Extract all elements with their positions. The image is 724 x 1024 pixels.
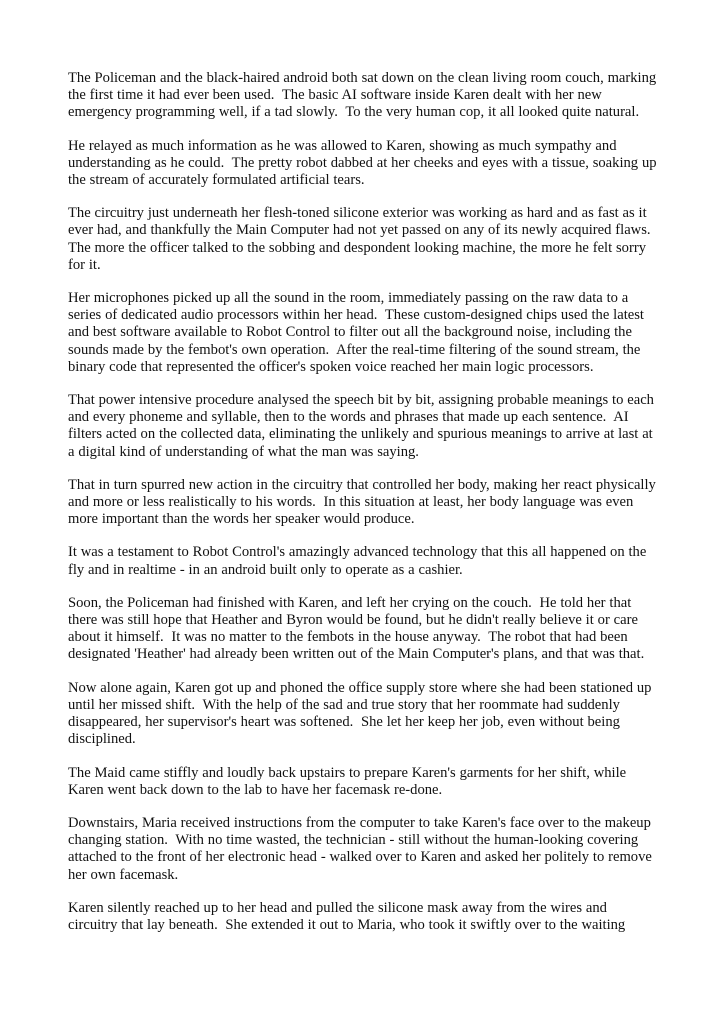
paragraph: The Maid came stiffly and loudly back upstairs to prepare Karen's garments for her shift, while Karen went back down to the lab to have her facemask re-done. [68,764,630,798]
paragraph: That in turn spurred new action in the circuitry that controlled her body, making her react physically and more or less realistically to his words. In this situation at least, her body language was even more important than the words her speaker would produce. [68,476,660,528]
paragraph: Her microphones picked up all the sound in the room, immediately passing on the raw data to a series of dedicated audio processors within her head. These custom-designed chips used the latest and best software available to Robot Control to filter out all the background noise, including the sounds made by the fembot's own operation. After the real-time filtering of the sound stream, the binary code that represented the officer's spoken voice reached her main logic processors. [68,290,648,375]
paragraph: That power intensive procedure analysed the speech bit by bit, assigning probable meanings to each and every phoneme and syllable, then to the words and phrases that made up each sentence. AI filters acted on the collected data, eliminating the unlikely and spurious meanings to arrive at last at a digital kind of understanding of what the man was saying. [68,392,658,460]
paragraph: Now alone again, Karen got up and phoned the office supply store where she had been stationed up until her missed shift. With the help of the sad and true story that her roommate had suddenly disappeared, her supervisor's heart was softened. She let her keep her job, even without being disciplined. [68,679,656,748]
paragraph: The circuitry just underneath her flesh-toned silicone exterior was working as hard and as fast as it ever had, and thankfully the Main Computer had not yet passed on any of its newly acquired flaws. The more the officer talked to the sobbing and despondent looking machine, the more he felt sorry for it. [68,205,658,273]
paragraph: The Policeman and the black-haired android both sat down on the clean living room couch, marking the first time it had ever been used. The basic AI software inside Karen dealt with her new emergency programming well, if a tad slowly. To the very human cop, it all looked quite natural. [68,70,661,121]
paragraph: Downstairs, Maria received instructions from the computer to take Karen's face over to the makeup changing station. With no time wasted, the technician - still without the human-looking covering attached to the front of her electronic head - walked over to Karen and asked her politely to remove her own facemask. [68,814,656,883]
paragraph: It was a testament to Robot Control's amazingly advanced technology that this all happened on the fly and in realtime - in an android built only to operate as a cashier. [68,544,651,578]
paragraph: Soon, the Policeman had finished with Karen, and left her crying on the couch. He told her that there was still hope that Heather and Byron would be found, but he didn't really believe it or care about it himself. It was no matter to the fembots in the house anyway. The robot that had been designated 'Heather' had already been written out of the Main Computer's plans, and that was that. [68,594,645,663]
paragraph: He relayed as much information as he was allowed to Karen, showing as much sympathy and understanding as he could. The pretty robot dabbed at her cheeks and eyes with a tissue, soaking up the stream of accurately formulated artificial tears. [68,137,661,189]
paragraph: Karen silently reached up to her head and pulled the silicone mask away from the wires and circuitry that lay beneath. She extended it out to Maria, who took it swiftly over to the waiting [68,899,626,933]
text-column [68,70,661,950]
